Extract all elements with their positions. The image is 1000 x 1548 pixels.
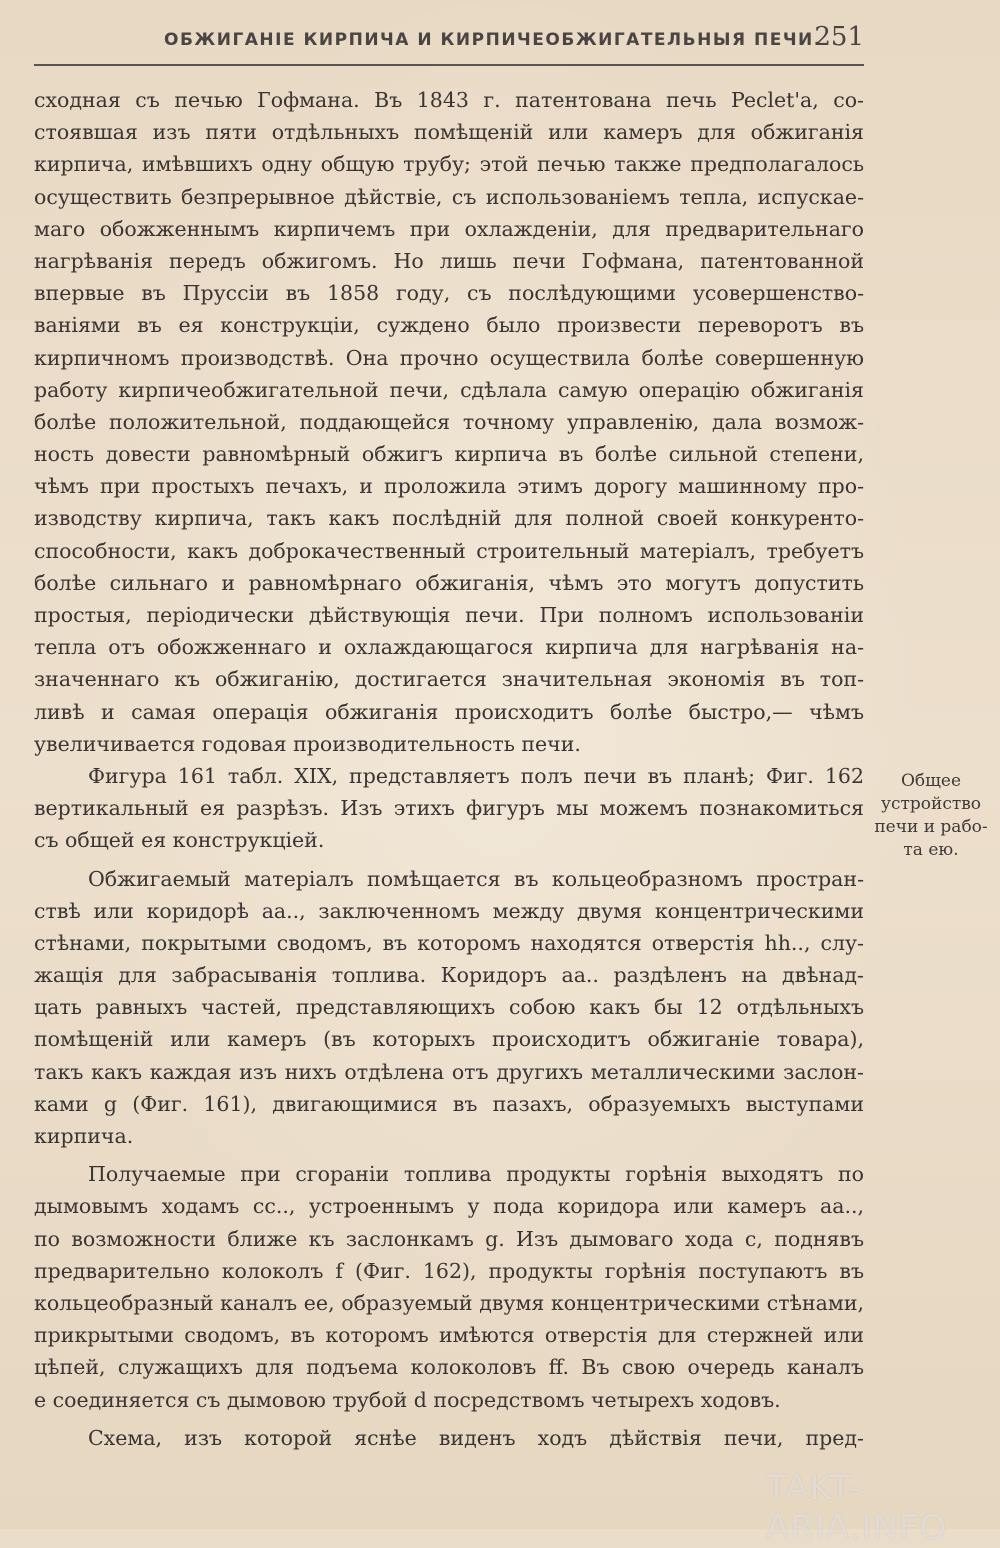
text-line: ствѣ или коридорѣ aa.., заключенномъ между двумя концентрическими xyxy=(34,898,864,923)
text-line: простыя, періодически дѣйствующія печи. При полномъ использованіи xyxy=(34,603,864,627)
text-line: болѣе сильнаго и равномѣрнаго обжиганія, чѣмъ это могутъ допустить xyxy=(34,570,864,595)
text-line: увеличивается годовая производительность печи. xyxy=(34,731,581,756)
body-text xyxy=(34,84,864,1454)
text-line: жащія для забрасыванія топлива. Коридоръ aa.. раздѣленъ на двѣнад- xyxy=(34,963,864,988)
paragraph-3 xyxy=(34,863,864,1153)
marginal-note-line: Общее xyxy=(900,771,962,791)
text-line: вертикальный ея разрѣзъ. Изъ этихъ фигуръ мы можемъ познакомиться xyxy=(34,796,864,821)
text-line: кирпичномъ производствѣ. Она прочно осуществила болѣе совершенную xyxy=(34,345,864,370)
page-number: 251 xyxy=(814,22,864,52)
text-line: кирпича, имѣвшихъ одну общую трубу; этой печью также предполагалось xyxy=(34,152,864,177)
text-line: нагрѣванія передъ обжигомъ. Но лишь печи Гофмана, патентованной xyxy=(34,248,864,273)
text-line: ваніями въ ея конструкціи, суждено было произвести переворотъ въ xyxy=(34,313,864,338)
text-line: Получаемые при сгораніи топлива продукты горѣнія выходятъ по xyxy=(88,1162,864,1187)
paragraph-4 xyxy=(34,1158,864,1416)
marginal-note-line: печи и рабо- xyxy=(874,817,988,837)
paragraph-5 xyxy=(34,1422,864,1454)
marginal-note xyxy=(870,770,992,862)
text-line: чѣмъ при простыхъ печахъ, и проложила этимъ дорогу машинному про- xyxy=(34,474,864,499)
text-line: работу кирпичеобжигательной печи, сдѣлала самую операцію обжиганія xyxy=(34,377,864,402)
paragraph-1 xyxy=(34,84,864,760)
text-line: тепла отъ обожженнаго и охлаждающагося кирпича для нагрѣванія на- xyxy=(34,635,864,660)
text-line: дымовымъ ходамъ cc.., устроеннымъ у пода коридора или камеръ aa.., xyxy=(34,1194,864,1219)
marginal-note-line: та ею. xyxy=(903,840,959,860)
text-line: изводству кирпича, такъ какъ послѣдній для полной своей конкуренто- xyxy=(34,506,864,531)
text-line: стоявшая изъ пяти отдѣльныхъ помѣщеній или камеръ для обжиганія xyxy=(34,120,864,145)
marginal-note-line: устройство xyxy=(880,794,982,814)
text-line: по возможности ближе къ заслонкамъ g. Изъ дымоваго хода c, поднявъ xyxy=(34,1226,864,1251)
text-line: болѣе положительной, поддающейся точному управленію, дала возмож- xyxy=(34,409,864,434)
text-line: Схема, изъ которой яснѣе виденъ ходъ дѣйствія печи, пред- xyxy=(88,1425,864,1450)
text-line: Фигура 161 табл. XIX, представляетъ полъ печи въ планѣ; Фиг. 162 xyxy=(88,763,864,788)
text-line: ками g (Фиг. 161), двигающимися въ пазахъ, образуемыхъ выступами xyxy=(34,1091,864,1116)
page-header xyxy=(34,22,864,62)
header-rule xyxy=(34,64,864,66)
text-line: такъ какъ каждая изъ нихъ отдѣлена отъ другихъ металлическими заслон- xyxy=(34,1059,864,1084)
text-line: впервые въ Пруссіи въ 1858 году, съ послѣдующими усовершенство- xyxy=(34,281,864,306)
text-line: прикрытыми сводомъ, въ которомъ имѣются отверстія для стержней или xyxy=(34,1323,864,1348)
text-line: цѣпей, служащихъ для подъема колоколовъ ff. Въ свою очередь каналъ xyxy=(34,1355,864,1380)
text-line: способности, какъ доброкачественный строительный матеріалъ, требуетъ xyxy=(34,538,864,563)
text-line: предварительно колоколъ f (Фиг. 162), продукты горѣнія поступаютъ въ xyxy=(34,1258,864,1283)
text-line: съ общей ея конструкціей. xyxy=(34,828,325,853)
text-line: стѣнами, покрытыми сводомъ, въ которомъ находятся отверстія hh.., слу- xyxy=(34,930,864,955)
text-line: помѣщеній или камеръ (въ которыхъ происходитъ обжиганіе товара), xyxy=(34,1027,864,1052)
paragraph-2 xyxy=(34,760,864,857)
text-line: осуществить безпрерывное дѣйствіе, съ использованіемъ тепла, испускае- xyxy=(34,184,864,209)
text-line: цать равныхъ частей, представляющихъ собою какъ бы 12 отдѣльныхъ xyxy=(34,995,864,1020)
text-line: Обжигаемый матеріалъ помѣщается въ кольцеобразномъ простран- xyxy=(88,866,864,891)
text-line: ливѣ и самая операція обжиганія происходитъ болѣе быстро,— чѣмъ xyxy=(34,699,864,724)
text-line: кирпича. xyxy=(34,1124,134,1148)
text-line: сходная съ печью Гофмана. Въ 1843 г. патентована печь Peclet'а, со- xyxy=(34,88,864,112)
watermark: TAKT-ARIA.INFO xyxy=(766,1468,948,1548)
text-line: маго обожженнымъ кирпичемъ при охлажденіи, для предварительнаго xyxy=(34,216,864,241)
text-line: кольцеобразный каналъ ee, образуемый двумя концентрическими стѣнами, xyxy=(34,1290,864,1315)
text-line: значеннаго къ обжиганію, достигается значительная экономія въ топ- xyxy=(34,667,864,692)
text-line: ность довести равномѣрный обжигъ кирпича въ болѣе сильной степени, xyxy=(34,442,864,467)
running-head: ОБЖИГАНІЕ КИРПИЧА И КИРПИЧЕОБЖИГАТЕЛЬНЫЯ ПЕЧИ. xyxy=(164,30,822,50)
text-line: e соединяется съ дымовою трубой d посредствомъ четырехъ ходовъ. xyxy=(34,1387,781,1412)
